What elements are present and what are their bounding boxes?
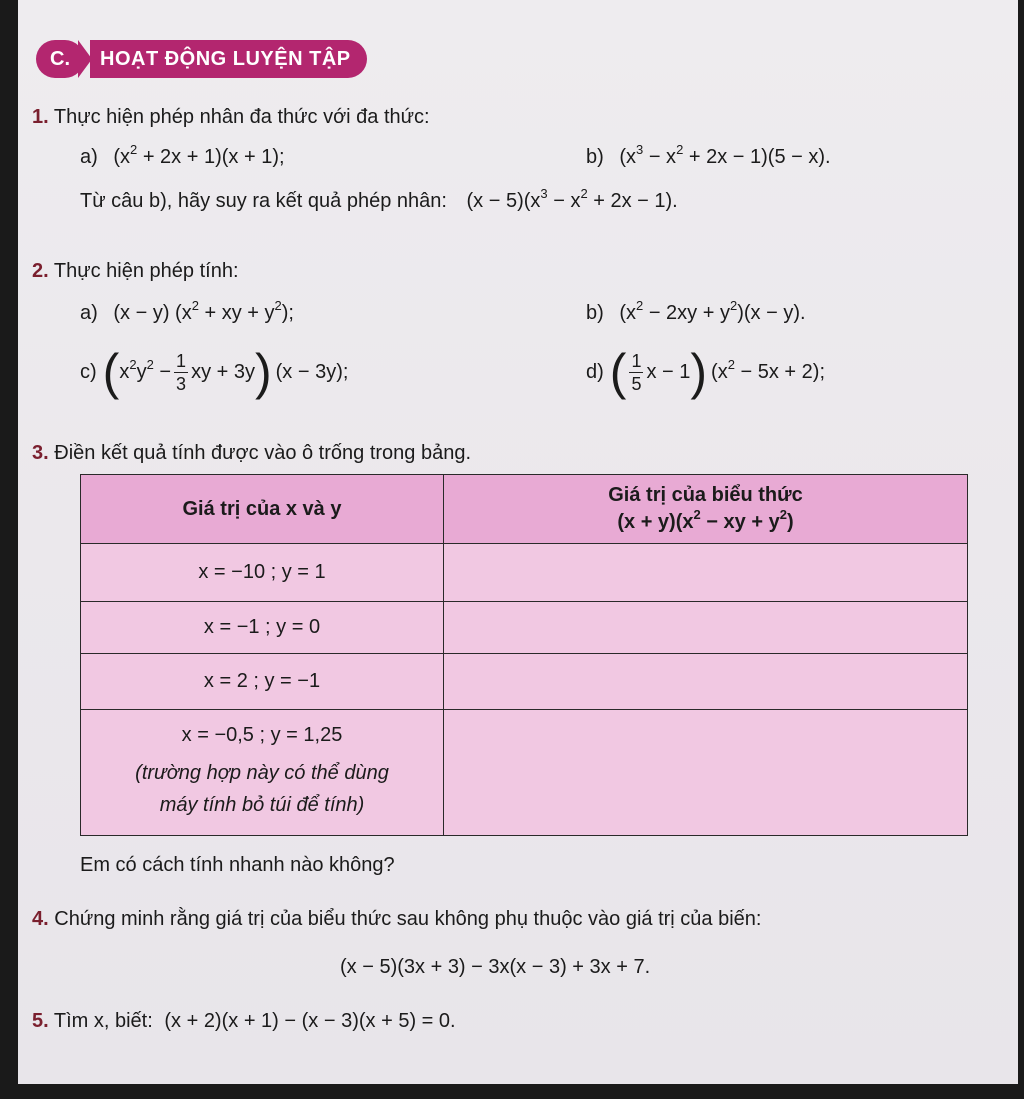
table-row	[81, 544, 968, 602]
table-cell-answer[interactable]	[444, 544, 968, 602]
fraction-one-third: $\frac{1}{3}$	[176, 350, 187, 394]
q5-expression: (x + 2)(x + 1) − (x − 3)(x + 5) = 0.	[164, 1010, 456, 1032]
textbook-page	[18, 0, 1018, 1084]
question-number: 3.	[32, 442, 49, 464]
table-row	[81, 602, 968, 654]
fraction-one-fifth: $\frac{1}{5}$	[631, 350, 642, 394]
table-note: (trường hợp này có thể dùng	[135, 762, 389, 784]
q1-follow-up: Từ câu b), hãy suy ra kết quả phép nhân: $(x - 5)(x^3 - x^2 + 2x - 1)$.	[80, 186, 678, 212]
table-cell-answer[interactable]	[444, 602, 968, 654]
section-title: HOẠT ĐỘNG LUYỆN TẬP	[90, 40, 367, 78]
question-number: 1.	[32, 106, 49, 128]
table-cell-xy: x = −1 ; y = 0	[81, 602, 444, 654]
table-cell-answer[interactable]	[444, 654, 968, 710]
question-text: Thực hiện phép tính:	[53, 260, 239, 282]
q2-part-c: c) ( $x^2y^2$ − $\frac{1}{3}$ xy + 3y ) (x − 3y);	[80, 344, 349, 400]
table-note: máy tính bỏ túi để tính)	[159, 794, 365, 816]
question-text: Điền kết quả tính được vào ô trống trong bảng.	[54, 442, 472, 464]
question-4	[32, 908, 761, 931]
section-badge	[36, 40, 367, 78]
table-cell-xy: x = 2 ; y = −1	[81, 654, 444, 710]
column-header-expression: Giá trị của biểu thức $(x + y)(x^2$ − xy + $y^2$)	[444, 475, 968, 544]
question-number: 4.	[32, 908, 49, 930]
q1-part-a: a) $(x^2 + 2x + 1)(x + 1)$;	[80, 142, 285, 168]
table-cell-answer[interactable]	[444, 710, 968, 836]
table-cell-xy: x = −0,5 ; y = 1,25 (trường hợp này có thể dùng máy tính bỏ túi để tính)	[81, 710, 444, 836]
column-header-xy: Giá trị của x và y	[81, 475, 444, 544]
question-3	[32, 442, 471, 465]
question-2	[32, 260, 239, 283]
question-5	[32, 1010, 456, 1033]
bleed-through-text	[448, 36, 453, 58]
table-row	[81, 710, 968, 836]
q2-part-d: d) ( $\frac{1}{5}$ x − 1 ) $(x^2 - 5x + 2)$;	[586, 344, 826, 400]
table-header-row	[81, 475, 968, 544]
question-text: Tìm x, biết:	[53, 1010, 153, 1032]
q2-part-a: a) (x − y) ($x^2$ + xy + $y^2$);	[80, 298, 294, 324]
table-cell-xy: x = −10 ; y = 1	[81, 544, 444, 602]
q3-follow-up: Em có cách tính nhanh nào không?	[80, 854, 395, 876]
question-text: Thực hiện phép nhân đa thức với đa thức:	[53, 106, 430, 128]
badge-arrow-icon	[78, 40, 92, 78]
question-1	[32, 106, 430, 129]
question-number: 5.	[32, 1010, 49, 1032]
question-number: 2.	[32, 260, 49, 282]
q4-expression: (x − 5)(3x + 3) − 3x(x − 3) + 3x + 7.	[340, 956, 651, 978]
table-row	[81, 654, 968, 710]
q2-part-b: b) $(x^2 - 2xy + y^2)(x - y)$.	[586, 298, 806, 324]
values-table	[80, 474, 968, 836]
q1-part-b: b) $(x^3 - x^2 + 2x - 1)(5 - x)$.	[586, 142, 831, 168]
section-letter: C.	[36, 40, 84, 78]
question-text: Chứng minh rằng giá trị của biểu thức sau không phụ thuộc vào giá trị của biến:	[54, 908, 762, 930]
